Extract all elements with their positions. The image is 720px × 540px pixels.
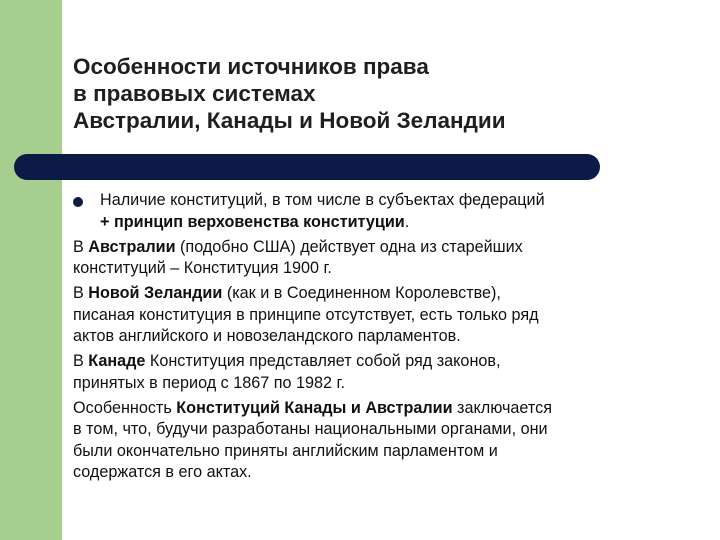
bullet-period: . [404, 212, 410, 231]
canada-line-2: принятых в период с 1867 по 1982 г. [73, 373, 345, 392]
new-zealand-text: (как и в Соединенном Королевстве), [222, 284, 501, 302]
australia-line-2: конституций – Конституция 1900 г. [73, 259, 332, 277]
paragraph-feature [73, 398, 713, 484]
australia-country: Австралии [88, 237, 176, 256]
slide-title-line-3: Австралии, Канады и Новой Зеландии [73, 108, 506, 133]
slide-title-line-2: в правовых системах [73, 81, 316, 106]
australia-text: (подобно США) действует одна из старейших [175, 237, 523, 256]
feature-lead: Особенность [73, 398, 177, 417]
bullet-line-1: Наличие конституций, в том числе в субъектах федераций [100, 191, 545, 209]
new-zealand-line-1 [73, 283, 713, 305]
feature-line-2: в том, что, будучи разработаны национальными органами, они [73, 420, 548, 438]
new-zealand-country: Новой Зеландии [88, 284, 223, 302]
feature-line-1 [73, 398, 713, 420]
new-zealand-lead: В [73, 284, 89, 302]
paragraph-canada [73, 351, 713, 394]
feature-line-3: были окончательно приняты английским парламентом и [73, 441, 498, 460]
slide-title [73, 53, 693, 134]
australia-lead: В [73, 237, 89, 256]
title-divider-bar [14, 154, 600, 180]
canada-country: Канаде [88, 352, 146, 370]
bullet-constitutions [73, 190, 713, 233]
feature-bold: Конституций Канады и Австралии [176, 398, 453, 417]
new-zealand-line-2: писаная конституция в принципе отсутствует, есть только ряд [73, 305, 539, 324]
supremacy-principle: + принцип верховенства конституции [100, 212, 405, 231]
canada-line-1 [73, 351, 713, 373]
canada-lead: В [73, 352, 89, 370]
slide-title-line-1: Особенности источников права [73, 54, 429, 79]
new-zealand-line-3: актов английского и новозеландского парламентов. [73, 327, 461, 345]
bullet-dot-icon [73, 197, 83, 207]
bullet-line-2 [100, 212, 713, 234]
paragraph-new-zealand [73, 283, 713, 348]
slide-body [73, 190, 713, 487]
australia-line-1 [73, 237, 713, 259]
feature-text: заключается [452, 398, 552, 417]
canada-text: Конституция представляет собой ряд законов, [145, 352, 501, 370]
paragraph-australia [73, 237, 713, 280]
feature-line-4: содержатся в его актах. [73, 463, 252, 481]
